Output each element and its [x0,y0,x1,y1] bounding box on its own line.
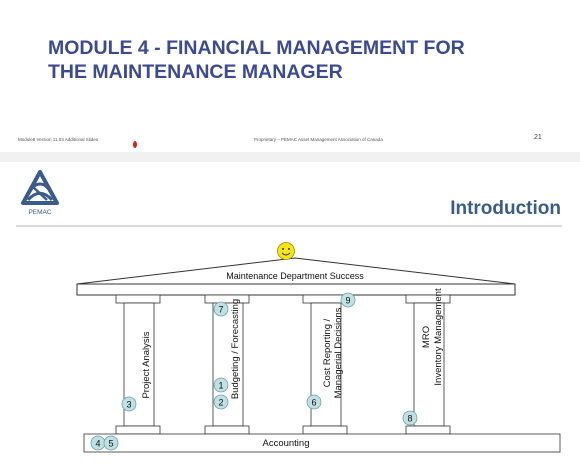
pillar-diagram [0,162,580,468]
marker-8 [403,411,417,425]
pillar-label-budgeting-forecasting: Budgeting / Forecasting [230,298,241,400]
smiley-icon [278,243,295,260]
footer-version: Module8 Version 11.03 Additional Slides [18,137,98,142]
marker-label-5: 5 [108,438,114,449]
pillar-label-cost-reporting: Cost Reporting / [322,318,333,388]
marker-1 [214,378,228,392]
footer-proprietary: Proprietary – PEMAC Asset Management Association of Canada [254,137,383,142]
marker-label-1: 1 [218,380,224,391]
marker-9 [341,293,355,307]
marker-label-2: 2 [218,397,224,408]
marker-4 [91,436,105,450]
pillar-label-project-analysis: Project Analysis [141,331,152,399]
pillar-project-analysis [116,295,160,434]
pillar-label-mro: MRO [421,325,432,349]
module-title: MODULE 4 - FINANCIAL MANAGEMENT FOR THE MAINTENANCE MANAGER [48,37,465,83]
foundation-label: Accounting [262,438,310,449]
pillar-label-managerial-decisions: Managerial Decisions [333,307,344,399]
marker-2 [214,395,228,409]
marker-5 [104,436,118,450]
slide-separator [0,152,580,162]
marker-label-6: 6 [311,397,317,408]
marker-label-8: 8 [407,413,413,424]
roof-label: Maintenance Department Success [226,271,364,281]
marker-label-9: 9 [345,295,351,306]
module-title-slide [0,0,580,152]
slide-title: Introduction [450,198,561,219]
marker-6 [307,395,321,409]
pemac-logo-text: PEMAC [28,209,52,216]
marker-3 [122,397,136,411]
laser-pointer-dot [133,141,137,148]
pillar-cost-reporting [303,295,347,434]
introduction-slide [0,162,580,468]
pillar-label-inventory-management: Inventory Management [433,288,444,386]
marker-label-7: 7 [218,304,224,315]
roof-beam [77,284,515,295]
marker-label-3: 3 [126,399,132,410]
marker-7 [214,302,228,316]
marker-label-4: 4 [95,438,101,449]
page-number: 21 [534,134,542,141]
pillar-budgeting-forecasting [205,295,249,434]
foundation-bar [84,434,560,452]
